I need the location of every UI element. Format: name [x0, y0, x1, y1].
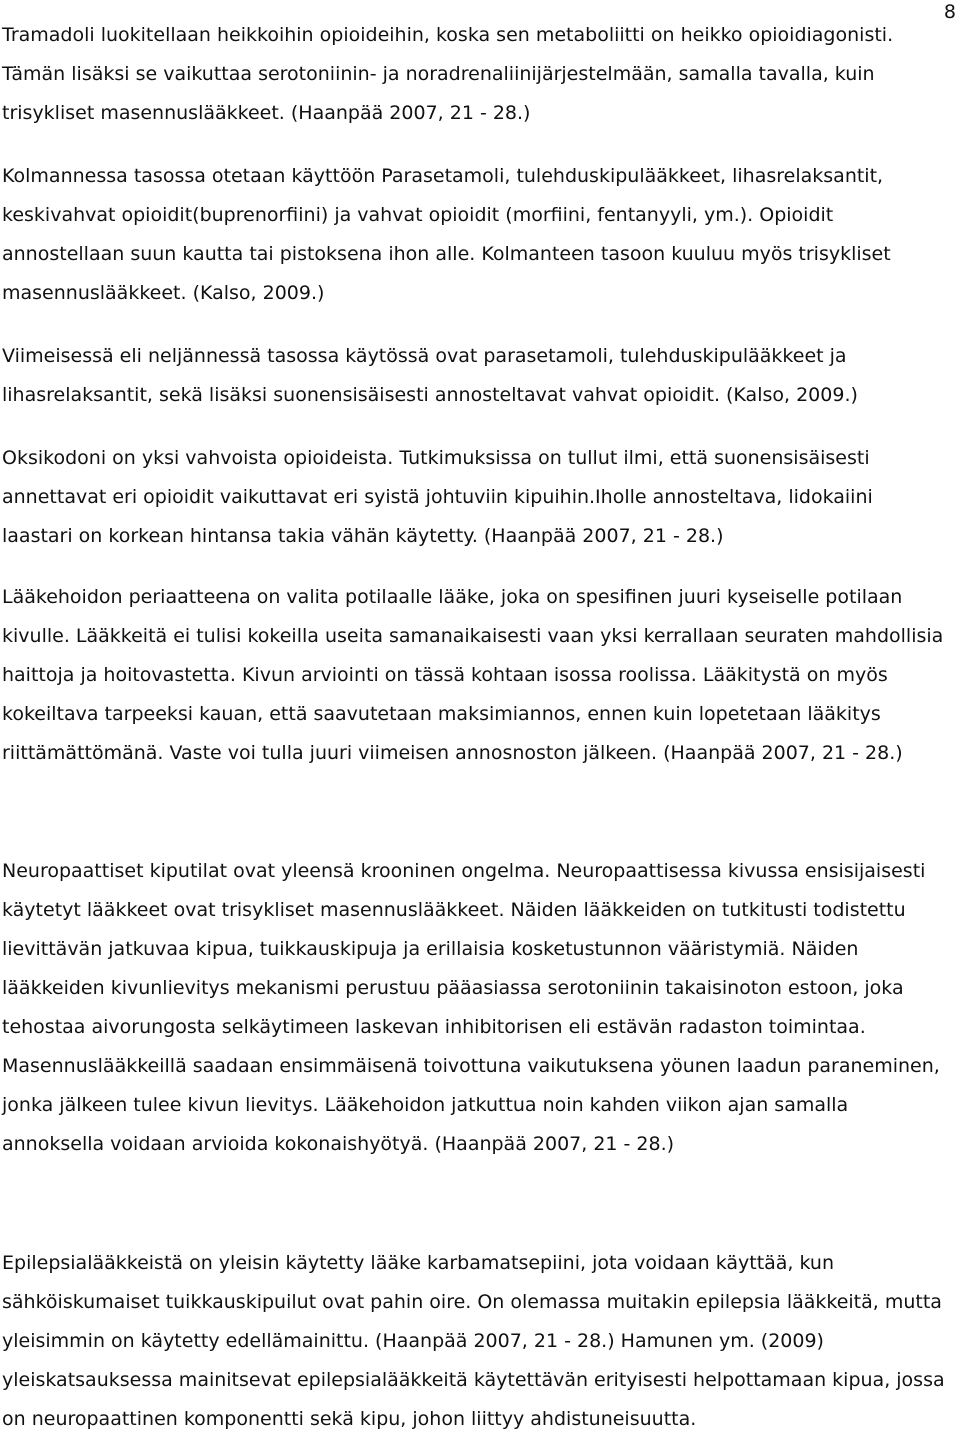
paragraph-tramadol: Tramadoli luokitellaan heikkoihin opioideihin, koska sen metaboliitti on heikko opioidiagonisti. Tämän lisäksi se vaikuttaa serotoniinin- ja noradrenaliinijärjestelmään, samalla tavalla, kuin trisykliset masennuslääkkeet. (Haanpää 2007, 21 - 28.) [2, 24, 894, 124]
paragraph-treatment-principle: Lääkehoidon periaatteena on valita potilaalle lääke, joka on spesifinen juuri kyseiselle potilaan kivulle. Lääkkeitä ei tulisi kokeilla useita samanaikaisesti vaan yksi kerrallaan seuraten mahdollisia haittoja ja hoitovastetta. Kivun arviointi on tässä kohtaan isossa roolissa. Lääkitystä on myös kokeiltava tarpeeksi kauan, että saavutetaan maksimiannos, ennen kuin lopetetaan lääkitys riittämättömänä. Vaste voi tulla juuri viimeisen annosnoston jälkeen. (Haanpää 2007, 21 - 28.) [2, 586, 944, 764]
page-number: 8 [943, 1, 956, 23]
paragraph-fourth-level: Viimeisessä eli neljännessä tasossa käytössä ovat parasetamoli, tulehduskipulääkkeet ja lihasrelaksantit, sekä lisäksi suonensisäisesti annosteltavat vahvat opioidit. (Kalso, 2009.) [2, 345, 858, 406]
paragraph-third-level: Kolmannessa tasossa otetaan käyttöön Parasetamoli, tulehduskipulääkkeet, lihasrelaksantit, keskivahvat opioidit(buprenorfiini) ja vahvat opioidit (morfiini, fentanyyli, ym.). Opioidit annostellaan suun kautta tai pistoksena ihon alle. Kolmanteen tasoon kuuluu myös trisykliset masennuslääkkeet. (Kalso, 2009.) [2, 165, 891, 304]
paragraph-oxycodone: Oksikodoni on yksi vahvoista opioideista. Tutkimuksissa on tullut ilmi, että suonensisäisesti annettavat eri opioidit vaikuttavat eri syistä johtuviin kipuihin.Iholle annosteltava, lidokaiini laastari on korkean hintansa takia vähän käytetty. (Haanpää 2007, 21 - 28.) [2, 447, 873, 547]
paragraph-neuropathic-pain: Neuropaattiset kiputilat ovat yleensä krooninen ongelma. Neuropaattisessa kivussa ensisijaisesti käytetyt lääkkeet ovat trisykliset masennuslääkkeet. Näiden lääkkeiden on tutkitusti todistettu lievittävän jatkuvaa kipua, tuikkauskipuja ja erillaisia kosketustunnon vääristymiä. Näiden lääkkeiden kivunlievitys mekanismi perustuu pääasiassa serotoniinin takaisinoton estoon, joka tehostaa aivorungosta selkäytimeen laskevan inhibitorisen eli estävän radaston toimintaa. Masennuslääkkeillä saadaan ensimmäisenä toivottuna vaikutuksena yöunen laadun paraneminen, jonka jälkeen tulee kivun lievitys. Lääkehoidon jatkuttua noin kahden viikon ajan samalla annoksella voidaan arvioida kokonaishyötyä. (Haanpää 2007, 21 - 28.) [2, 860, 940, 1155]
paragraph-antiepileptics: Epilepsialääkkeistä on yleisin käytetty lääke karbamatsepiini, jota voidaan käyttää, kun sähköiskumaiset tuikkauskipuilut ovat pahin oire. On olemassa muitakin epilepsia lääkkeitä, mutta yleisimmin on käytetty edellämainittu. (Haanpää 2007, 21 - 28.) Hamunen ym. (2009) yleiskatsauksessa mainitsevat epilepsialääkkeitä käytettävän erityisesti helpottamaan kipua, jossa on neuropaattinen komponentti sekä kipu, johon liittyy ahdistuneisuutta. [2, 1252, 945, 1430]
